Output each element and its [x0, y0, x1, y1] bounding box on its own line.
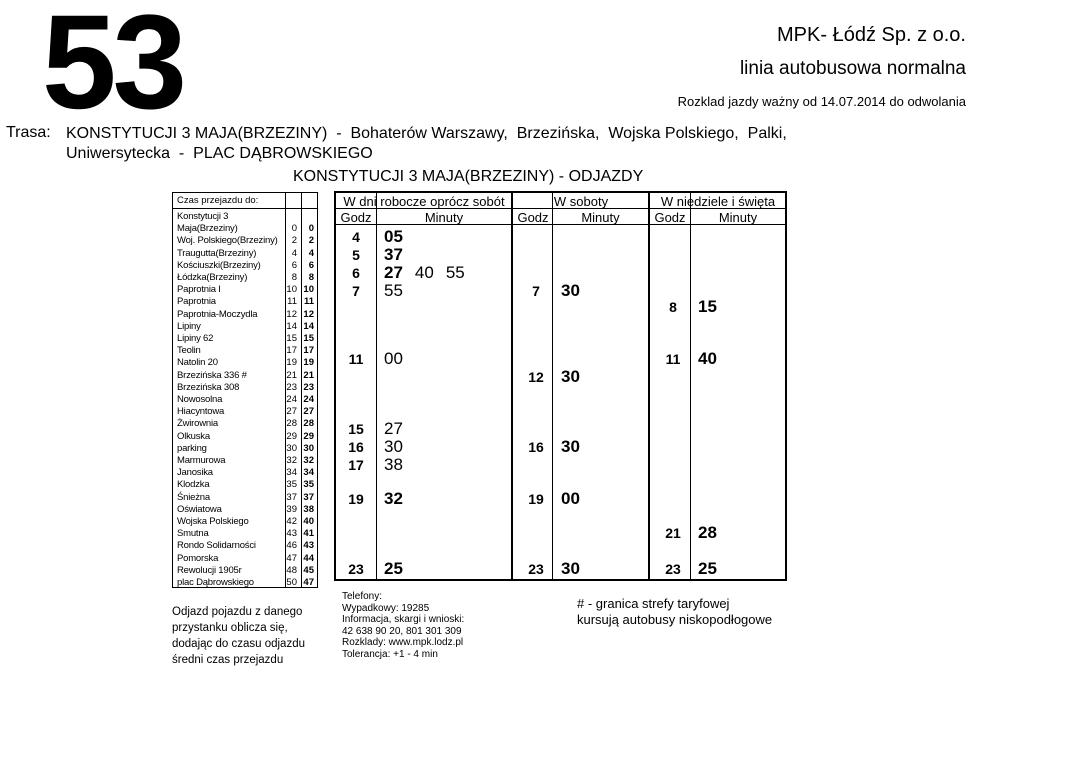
departure-minutes	[561, 437, 592, 457]
stop-row	[173, 455, 317, 467]
departure-minutes	[698, 349, 729, 369]
travel-time: 8	[291, 272, 297, 283]
stop-row	[173, 492, 317, 504]
departure-hour: 19	[528, 491, 544, 507]
stop-row	[173, 467, 317, 479]
departure-hour: 8	[669, 299, 677, 315]
departure-hour: 6	[352, 265, 360, 281]
departure-minute: 55	[384, 281, 403, 300]
travel-time: 23	[286, 381, 297, 393]
departure-minute: 55	[445, 263, 465, 282]
stop-name: Paprotnia I	[177, 284, 221, 296]
departure-hour: 17	[348, 457, 364, 473]
stop-row	[173, 406, 317, 418]
travel-time: 24	[286, 394, 297, 405]
stop-title: KONSTYTUCJI 3 MAJA(BRZEZINY) - ODJAZDY	[293, 168, 644, 185]
stop-name: Brzezińska 308	[177, 381, 240, 393]
validity-note: Rozklad jazdy ważny od 14.07.2014 do odwolania	[677, 94, 966, 109]
stop-name: Oświatowa	[177, 503, 222, 515]
travel-time: 47	[286, 552, 297, 564]
stop-row	[173, 296, 317, 308]
stop-row	[173, 431, 317, 443]
departure-minute: 30	[561, 367, 580, 386]
travel-time-peak: 34	[303, 467, 314, 479]
travel-time-peak: 30	[303, 442, 314, 454]
travel-time-peak: 40	[303, 516, 314, 527]
stop-name: Łódzka(Brzeziny)	[177, 272, 248, 283]
departure-minute: 00	[384, 349, 403, 368]
travel-time: 34	[286, 467, 297, 479]
travel-time: 17	[286, 345, 297, 357]
travel-time-peak: 35	[303, 479, 314, 491]
departure-hour: 19	[348, 491, 364, 507]
section-divider	[648, 193, 650, 579]
departure-hour: 23	[665, 561, 681, 577]
stop-name: plac Dąbrowskiego	[177, 577, 254, 588]
departure-minute: 00	[561, 489, 580, 508]
departure-minute: 40	[698, 349, 717, 368]
travel-time-peak: 21	[303, 369, 314, 381]
travel-time: 12	[286, 308, 297, 320]
departure-minutes	[561, 489, 592, 509]
line-type: linia autobusowa normalna	[739, 58, 966, 79]
departure-hour: 16	[348, 439, 364, 455]
stop-name: Rewolucji 1905r	[177, 564, 242, 576]
departure-hour: 21	[665, 525, 681, 541]
departure-minutes	[561, 281, 592, 301]
travel-time-peak: 10	[303, 284, 314, 296]
travel-time: 42	[286, 516, 297, 527]
travel-time: 6	[291, 259, 297, 271]
stop-row	[173, 321, 317, 333]
travel-time-peak: 27	[303, 406, 314, 418]
hours-header: Godz	[517, 210, 549, 225]
departure-minutes	[561, 559, 592, 579]
travel-time: 27	[286, 406, 297, 418]
stop-name: Wojska Polskiego	[177, 516, 249, 527]
departure-minutes	[384, 227, 415, 247]
travel-time-peak: 11	[303, 296, 314, 308]
departure-hour: 4	[352, 229, 360, 245]
travel-time-peak: 38	[303, 503, 314, 515]
stop-name: Paprotnia-Moczydla	[177, 308, 258, 320]
travel-time-peak: 0	[308, 223, 314, 235]
contact-line: Wypadkowy: 19285	[342, 602, 430, 614]
stop-name: Żwirownia	[177, 418, 218, 430]
minutes-header: Minuty	[424, 210, 464, 225]
departure-minute: 30	[561, 559, 580, 578]
travel-time-table	[172, 192, 318, 588]
departure-minutes	[384, 349, 415, 369]
travel-time-peak: 37	[303, 491, 314, 503]
departure-hour: 11	[348, 351, 364, 367]
stop-name: Pomorska	[177, 552, 219, 564]
departure-minute: 28	[698, 523, 717, 542]
stop-name: Klodzka	[177, 479, 210, 491]
travel-time: 29	[286, 430, 297, 442]
stop-row	[173, 577, 317, 589]
departure-minute: 05	[384, 227, 403, 246]
departure-minutes	[384, 489, 415, 509]
departure-minute: 27	[384, 419, 403, 438]
travel-time-peak: 29	[303, 430, 314, 442]
stop-name: Rondo Solidarności	[177, 540, 256, 552]
departure-minutes	[698, 559, 729, 579]
travel-time-peak: 4	[308, 247, 314, 259]
travel-time: 32	[286, 455, 297, 466]
departure-hour: 16	[528, 439, 544, 455]
travel-time: 28	[286, 418, 297, 430]
contact-line: Informacja, skargi i wnioski:	[342, 614, 465, 625]
travel-time: 19	[286, 357, 297, 369]
travel-time: 48	[286, 564, 297, 576]
column-divider	[690, 193, 691, 579]
travel-time-peak: 2	[308, 235, 314, 247]
hours-header: Godz	[340, 210, 372, 225]
stop-name: Natolin 20	[177, 357, 218, 369]
travel-time-peak: 19	[303, 357, 314, 369]
travel-time-peak: 24	[303, 394, 314, 405]
travel-time: 46	[286, 540, 297, 552]
departure-hour: 7	[532, 283, 540, 299]
travel-time-header	[173, 193, 317, 209]
departure-hour: 5	[352, 247, 360, 263]
column-divider	[552, 193, 553, 579]
stop-name: Maja(Brzeziny)	[177, 223, 238, 235]
contact-line: Telefony:	[342, 591, 383, 602]
line-number: 53	[42, 0, 184, 137]
travel-time: 50	[286, 577, 297, 588]
stop-row	[173, 211, 317, 223]
stop-name: Janosika	[177, 467, 213, 479]
stop-name: Traugutta(Brzeziny)	[177, 247, 257, 259]
contact-line: 42 638 90 20, 801 301 309	[342, 625, 462, 637]
travel-time-peak: 12	[303, 308, 314, 320]
stop-row	[173, 235, 317, 247]
travel-time-peak: 23	[303, 381, 314, 393]
stop-name: Lipiny 62	[177, 333, 214, 344]
departure-hour: 7	[352, 283, 360, 299]
stop-row	[173, 418, 317, 430]
sunday-section-title: W niedziele i święta	[660, 194, 776, 209]
stop-row	[173, 540, 317, 552]
stop-name: Paprotnia	[177, 296, 216, 308]
travel-time: 4	[291, 247, 297, 259]
departure-minute: 15	[698, 297, 717, 316]
stop-name: Śnieżna	[177, 491, 210, 503]
travel-time: 11	[287, 296, 297, 308]
stop-name: parking	[177, 442, 207, 454]
minutes-header: Minuty	[581, 210, 620, 225]
travel-time-peak: 14	[303, 320, 314, 332]
stop-name: Smutna	[177, 528, 209, 540]
departure-minute: 40	[414, 263, 434, 282]
departure-minute: 38	[384, 455, 403, 474]
travel-time: 43	[286, 528, 297, 540]
departure-minute: 30	[561, 437, 580, 456]
departure-minute: 27	[384, 263, 403, 282]
hours-header: Godz	[654, 210, 686, 225]
departure-hour: 23	[348, 561, 364, 577]
stop-row	[173, 248, 317, 260]
stop-row	[173, 357, 317, 369]
travel-time-peak: 32	[303, 455, 314, 466]
departure-minute: 32	[384, 489, 403, 508]
departure-minutes	[384, 419, 415, 439]
departure-minute: 37	[384, 245, 403, 264]
minutes-header: Minuty	[718, 210, 758, 225]
travel-time-peak: 28	[303, 418, 314, 430]
travel-time: 21	[286, 369, 297, 381]
stop-name: Nowosolna	[177, 394, 223, 405]
travel-time-peak: 47	[303, 577, 314, 588]
departure-hour: 11	[665, 351, 681, 367]
departure-minutes	[384, 437, 415, 457]
contact-line: Tolerancja: +1 - 4 min	[342, 648, 438, 660]
travel-time-note: Odjazd pojazdu z danego przystanku oblicza się, dodając do czasu odjazdu średni czas przejazdu	[172, 606, 305, 666]
travel-time-header-label: Czas przejazdu do:	[177, 195, 259, 206]
travel-time: 10	[286, 284, 297, 296]
travel-time: 15	[286, 333, 297, 344]
stop-row	[173, 260, 317, 272]
stop-name: Woj. Polskiego(Brzeziny)	[177, 235, 278, 247]
departure-minutes	[384, 263, 477, 283]
stop-name: Olkuska	[177, 430, 210, 442]
departure-hour: 12	[528, 369, 544, 385]
travel-time-peak: 15	[303, 333, 314, 344]
stop-row	[173, 553, 317, 565]
stop-row	[173, 516, 317, 528]
departure-minute: 30	[384, 437, 403, 456]
company-name: MPK- Łódź Sp. z o.o.	[777, 24, 966, 46]
contact-line: Rozklady: www.mpk.lodz.pl	[342, 637, 464, 648]
stop-row	[173, 223, 317, 235]
travel-time: 37	[286, 491, 297, 503]
departure-minute: 25	[384, 559, 403, 578]
travel-time-peak: 41	[303, 528, 314, 540]
saturday-section-title: W soboty	[553, 194, 609, 209]
travel-time: 39	[286, 503, 297, 515]
departures-table	[334, 191, 787, 581]
departure-minute: 25	[698, 559, 717, 578]
stop-name: Brzezińska 336 #	[177, 369, 247, 381]
travel-time-peak: 45	[303, 564, 314, 576]
stop-row	[173, 309, 317, 321]
stop-row	[173, 479, 317, 491]
departure-minutes	[384, 559, 415, 579]
travel-time: 2	[291, 235, 297, 247]
legend-zone-boundary: # - granica strefy taryfowej	[577, 596, 730, 611]
travel-time-peak: 8	[308, 272, 314, 283]
stop-row	[173, 370, 317, 382]
travel-time: 0	[291, 223, 297, 235]
column-divider	[376, 193, 377, 579]
departure-minutes	[561, 367, 592, 387]
travel-time: 35	[286, 479, 297, 491]
stop-name: Marmurowa	[177, 455, 226, 466]
contact-info	[342, 591, 464, 660]
stop-row	[173, 382, 317, 394]
weekday-section-title: W dni robocze oprócz sobót	[343, 194, 505, 209]
stop-row	[173, 345, 317, 357]
stop-name: Kościuszki(Brzeziny)	[177, 259, 261, 271]
stop-name: Konstytucji 3	[177, 211, 229, 222]
stop-row	[173, 284, 317, 296]
travel-time-peak: 17	[303, 345, 314, 357]
departure-minute: 30	[561, 281, 580, 300]
stop-row	[173, 565, 317, 577]
travel-time-peak: 43	[303, 540, 314, 552]
departure-minutes	[698, 523, 729, 543]
stop-name: Lipiny	[177, 320, 201, 332]
route-description: KONSTYTUCJI 3 MAJA(BRZEZINY) - Bohaterów Warszawy, Brzezińska, Wojska Polskiego, Palki, Uniwersytecka - PLAC DĄBROWSKIEGO	[66, 125, 787, 162]
stop-row	[173, 443, 317, 455]
legend-low-floor: kursują autobusy niskopodłogowe	[577, 612, 773, 627]
stop-name: Hiacyntowa	[177, 406, 225, 418]
travel-time: 14	[286, 320, 297, 332]
stop-row	[173, 528, 317, 540]
travel-time-peak: 44	[303, 552, 314, 564]
stop-name: Teolin	[177, 345, 201, 357]
stop-row	[173, 272, 317, 284]
departure-hour: 23	[528, 561, 544, 577]
departure-minutes	[698, 297, 729, 317]
legend	[577, 596, 772, 628]
travel-time-peak: 6	[308, 259, 314, 271]
departure-minutes	[384, 455, 415, 475]
departure-minutes	[384, 245, 415, 265]
section-divider	[511, 193, 513, 579]
route-label: Trasa:	[6, 124, 51, 141]
departure-hour: 15	[348, 421, 364, 437]
stop-row	[173, 333, 317, 345]
stop-row	[173, 394, 317, 406]
departure-minutes	[384, 281, 415, 301]
stop-row	[173, 504, 317, 516]
travel-time: 30	[286, 442, 297, 454]
